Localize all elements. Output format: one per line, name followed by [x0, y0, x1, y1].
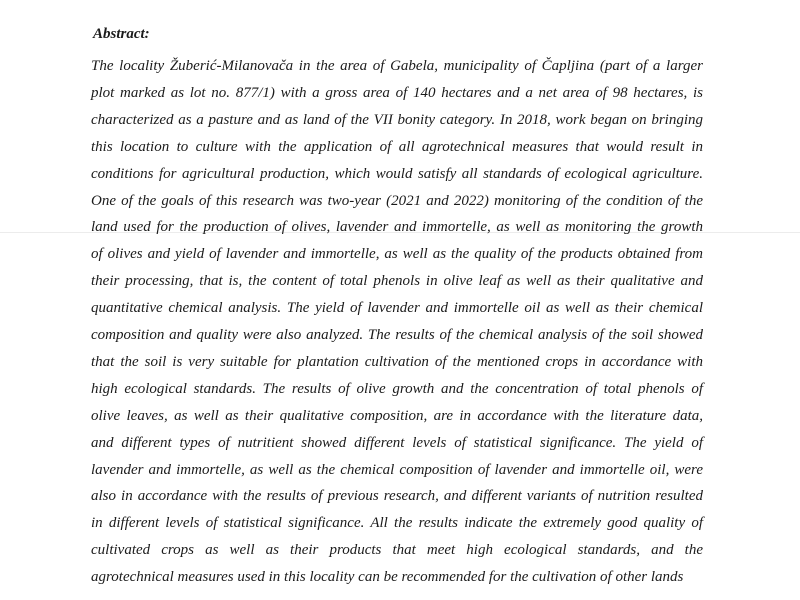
abstract-line: in different levels of statistical significance. All the results indicate the extremely good quality of: [91, 515, 703, 532]
abstract-heading: Abstract:: [93, 26, 150, 42]
abstract-line: cultivated crops as well as their products that meet high ecological standards, and the: [91, 542, 703, 559]
abstract-line: quantitative chemical analysis. The yield of lavender and immortelle oil as well as their chemical: [91, 300, 703, 317]
abstract-line: also in accordance with the results of previous research, and different variants of nutrition resulted: [91, 488, 703, 505]
abstract-line: that the soil is very suitable for plantation cultivation of the mentioned crops in accordance with: [91, 353, 703, 370]
abstract-line: and different types of nutritient showed different levels of statistical significance. The yield of: [91, 434, 703, 451]
abstract-line: The locality Žuberić-Milanovača in the area of Gabela, municipality of Čapljina (part of a larger: [91, 58, 703, 74]
abstract-line: high ecological standards. The results of olive growth and the concentration of total phenols of: [91, 380, 703, 397]
abstract-line: of olives and yield of lavender and immortelle, as well as the quality of the products obtained from: [91, 246, 703, 263]
abstract-line: land used for the production of olives, lavender and immortelle, as well as monitoring the growth: [91, 219, 703, 236]
abstract-line: conditions for agricultural production, which would satisfy all standards of ecological agriculture.: [91, 165, 703, 182]
abstract-line: plot marked as lot no. 877/1) with a gross area of 140 hectares and a net area of 98 hectares, is: [91, 84, 703, 101]
abstract-line: their processing, that is, the content of total phenols in olive leaf as well as their qualitative and: [91, 273, 703, 290]
abstract-line: olive leaves, as well as their qualitative composition, are in accordance with the literature data,: [91, 407, 703, 424]
abstract-line: lavender and immortelle, as well as the chemical composition of lavender and immortelle oil, were: [91, 461, 703, 478]
abstract-line: One of the goals of this research was two-year (2021 and 2022) monitoring of the condition of the: [91, 192, 703, 209]
abstract-line: agrotechnical measures used in this locality can be recommended for the cultivation of other lands: [91, 569, 684, 586]
abstract-line: characterized as a pasture and as land of the VII bonity category. In 2018, work began on bringing: [91, 111, 703, 128]
abstract-line: composition and quality were also analyzed. The results of the chemical analysis of the soil showed: [91, 327, 703, 343]
abstract-line: this location to culture with the application of all agrotechnical measures that would result in: [91, 138, 703, 155]
